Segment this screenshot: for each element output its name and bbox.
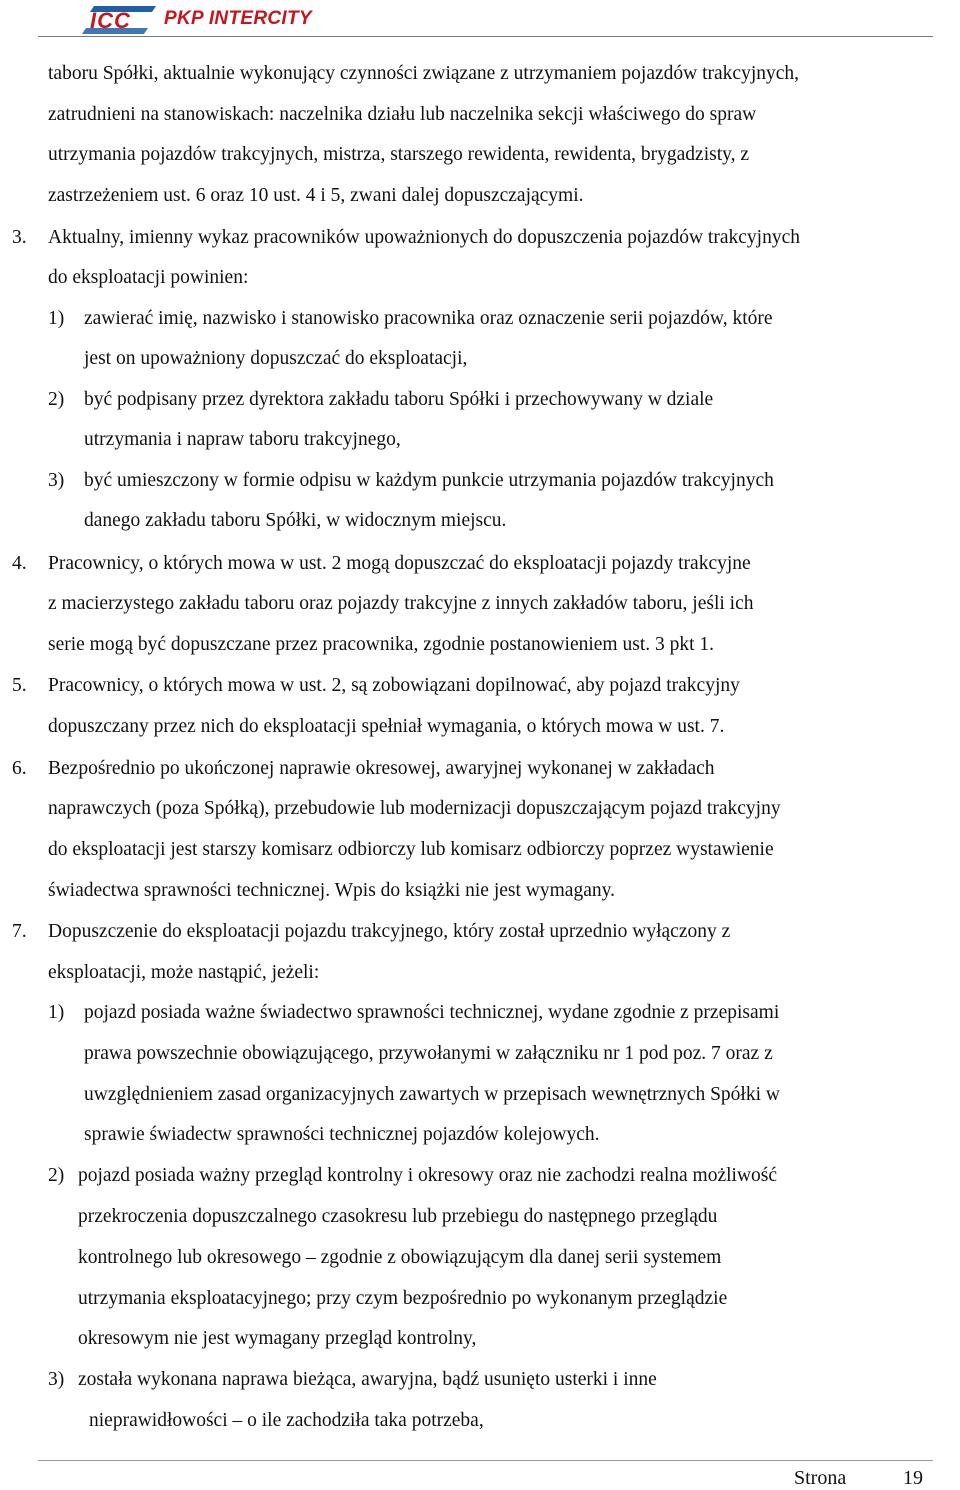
paragraph-number: 3.: [12, 227, 27, 248]
brand-name: PKP INTERCITY: [164, 8, 312, 29]
paragraph-line: Bezpośrednio po ukończonej naprawie okresowej, awaryjnej wykonanej w zakładach: [48, 758, 715, 779]
list-item-line: sprawie świadectw sprawności technicznej pojazdów kolejowych.: [84, 1124, 600, 1145]
paragraph-line: zastrzeżeniem ust. 6 oraz 10 ust. 4 i 5, zwani dalej dopuszczającymi.: [48, 185, 584, 206]
svg-text:ICC: ICC: [90, 8, 131, 33]
paragraph-number: 4.: [12, 553, 27, 574]
paragraph-number: 6.: [12, 758, 27, 779]
paragraph-line: naprawczych (poza Spółką), przebudowie lub modernizacji dopuszczającym pojazd trakcyjny: [48, 798, 781, 819]
list-item-number: 3): [48, 1369, 65, 1390]
paragraph-line: Pracownicy, o których mowa w ust. 2, są zobowiązani dopilnować, aby pojazd trakcyjny: [48, 675, 740, 696]
list-item-line: jest on upoważniony dopuszczać do eksploatacji,: [84, 348, 468, 369]
list-item-number: 1): [48, 308, 65, 329]
paragraph-line: Aktualny, imienny wykaz pracowników upoważnionych do dopuszczenia pojazdów trakcyjnych: [48, 227, 800, 248]
list-item-line: kontrolnego lub okresowego – zgodnie z obowiązującym dla danej serii systemem: [78, 1247, 722, 1268]
footer-divider: [38, 1460, 933, 1461]
list-item-number: 2): [48, 389, 65, 410]
paragraph-line: zatrudnieni na stanowiskach: naczelnika działu lub naczelnika sekcji właściwego do spraw: [48, 104, 757, 125]
list-item-line: utrzymania i napraw taboru trakcyjnego,: [84, 429, 401, 450]
list-item-line: nieprawidłowości – o ile zachodziła taka potrzeba,: [89, 1410, 484, 1431]
paragraph-number: 7.: [12, 921, 27, 942]
paragraph-line: utrzymania pojazdów trakcyjnych, mistrza, starszego rewidenta, rewidenta, brygadzisty, z: [48, 144, 750, 165]
list-item-line: pojazd posiada ważny przegląd kontrolny i okresowy oraz nie zachodzi realna możliwość: [78, 1165, 778, 1186]
list-item-line: utrzymania eksploatacyjnego; przy czym bezpośrednio po wykonanym przeglądzie: [78, 1288, 728, 1309]
header-divider: [38, 36, 933, 37]
page-header: [0, 0, 960, 42]
list-item-number: 2): [48, 1165, 65, 1186]
paragraph-line: z macierzystego zakładu taboru oraz pojazdy trakcyjne z innych zakładów taboru, jeśli ich: [48, 593, 754, 614]
paragraph-line: Dopuszczenie do eksploatacji pojazdu trakcyjnego, który został uprzednio wyłączony z: [48, 921, 731, 942]
list-item-line: prawa powszechnie obowiązującego, przywołanymi w załączniku nr 1 pod poz. 7 oraz z: [84, 1043, 773, 1064]
paragraph-line: dopuszczany przez nich do eksploatacji spełniał wymagania, o których mowa w ust. 7.: [48, 716, 725, 737]
list-item-line: zawierać imię, nazwisko i stanowisko pracownika oraz oznaczenie serii pojazdów, które: [84, 308, 773, 329]
list-item-line: uwzględnieniem zasad organizacyjnych zawartych w przepisach wewnętrznych Spółki w: [84, 1084, 780, 1105]
intercity-logo-mark-icon: [80, 4, 158, 34]
paragraph-line: serie mogą być dopuszczane przez pracownika, zgodnie postanowieniem ust. 3 pkt 1.: [48, 634, 715, 655]
paragraph-line: eksploatacji, może nastąpić, jeżeli:: [48, 962, 320, 983]
list-item-number: 1): [48, 1002, 65, 1023]
list-item-line: danego zakładu taboru Spółki, w widocznym miejscu.: [84, 510, 507, 531]
paragraph-line: świadectwa sprawności technicznej. Wpis do książki nie jest wymagany.: [48, 880, 615, 901]
page-number: 19: [903, 1467, 923, 1489]
paragraph-line: taboru Spółki, aktualnie wykonujący czynności związane z utrzymaniem pojazdów trakcyjnych,: [48, 63, 800, 84]
list-item-line: być podpisany przez dyrektora zakładu taboru Spółki i przechowywany w dziale: [84, 389, 714, 410]
list-item-line: pojazd posiada ważne świadectwo sprawności technicznej, wydane zgodnie z przepisami: [84, 1002, 780, 1023]
list-item-line: została wykonana naprawa bieżąca, awaryjna, bądź usunięto usterki i inne: [78, 1369, 657, 1390]
paragraph-line: do eksploatacji jest starszy komisarz odbiorczy lub komisarz odbiorczy poprzez wystawienie: [48, 839, 774, 860]
list-item-line: okresowym nie jest wymagany przegląd kontrolny,: [78, 1328, 477, 1349]
paragraph-line: Pracownicy, o których mowa w ust. 2 mogą dopuszczać do eksploatacji pojazdy trakcyjne: [48, 553, 751, 574]
page-label: Strona: [794, 1467, 847, 1489]
list-item-line: być umieszczony w formie odpisu w każdym punkcie utrzymania pojazdów trakcyjnych: [84, 470, 774, 491]
list-item-number: 3): [48, 470, 65, 491]
paragraph-line: do eksploatacji powinien:: [48, 267, 249, 288]
list-item-line: przekroczenia dopuszczalnego czasokresu lub przebiegu do następnego przeglądu: [78, 1206, 718, 1227]
paragraph-number: 5.: [12, 675, 27, 696]
company-logo: [80, 4, 312, 34]
